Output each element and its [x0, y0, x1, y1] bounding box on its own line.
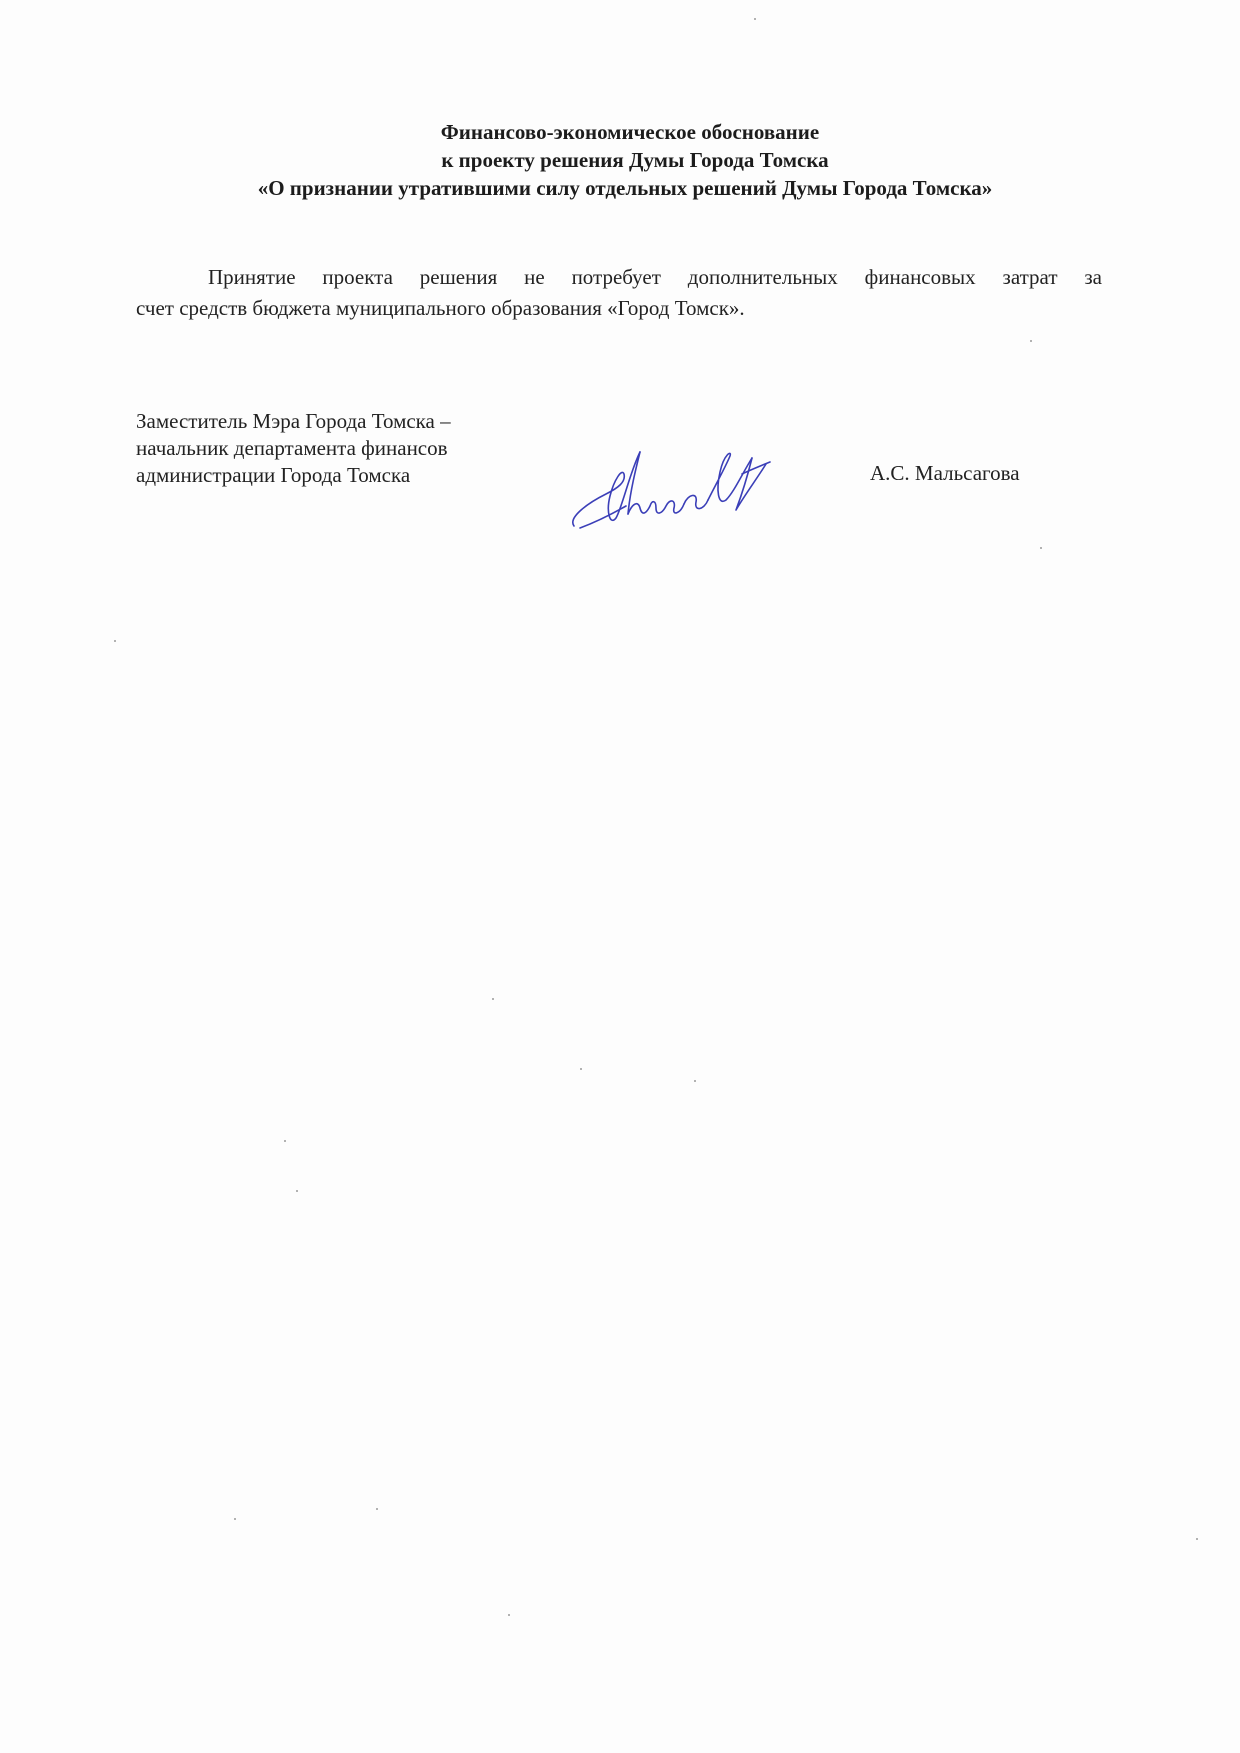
body-paragraph: [136, 262, 1102, 324]
title-line-3: «О признании утратившими силу отдельных решений Думы Города Томска»: [257, 176, 993, 200]
scan-speck: [694, 1080, 696, 1082]
position-line-1: Заместитель Мэра Города Томска –: [136, 409, 451, 433]
document-title: [0, 118, 1240, 202]
scan-speck: [754, 18, 756, 20]
scan-speck: [508, 1614, 510, 1616]
scan-speck: [296, 1190, 298, 1192]
scan-speck: [492, 998, 494, 1000]
handwritten-signature: [566, 444, 816, 544]
scan-speck: [114, 640, 116, 642]
scan-speck: [234, 1518, 236, 1520]
signatory-name: А.С. Мальсагова: [870, 461, 1020, 485]
scan-speck: [284, 1140, 286, 1142]
body-line-2: счет средств бюджета муниципального образования «Город Томск».: [136, 296, 745, 320]
scan-speck: [580, 1068, 582, 1070]
title-line-2: к проекту решения Думы Города Томска: [441, 148, 829, 172]
position-line-3: администрации Города Томска: [136, 463, 411, 487]
signatory-position: [136, 408, 451, 489]
body-line-1: Принятие проекта решения не потребует дополнительных финансовых затрат за: [208, 265, 1102, 289]
scan-speck: [376, 1508, 378, 1510]
scan-speck: [1030, 340, 1032, 342]
scan-speck: [1196, 1538, 1198, 1540]
scan-speck: [1040, 547, 1042, 549]
title-line-1: Финансово-экономическое обоснование: [440, 120, 820, 144]
position-line-2: начальник департамента финансов: [136, 436, 448, 460]
